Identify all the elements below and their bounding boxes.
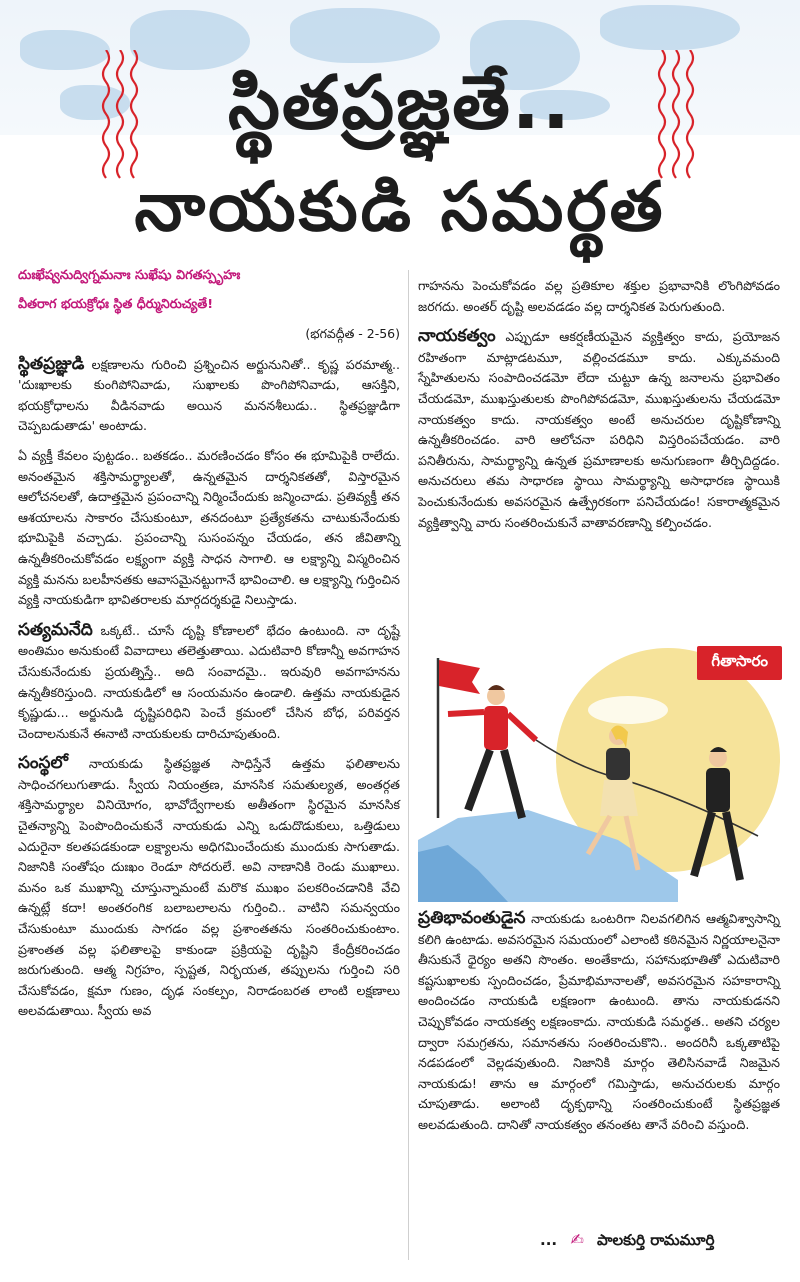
leader-body [484, 706, 508, 750]
article-header [0, 0, 800, 260]
gitasaram-badge: గీతాసారం [697, 646, 782, 680]
lead-word: స్థితప్రజ్ఞుడి [18, 353, 85, 374]
shloka-reference: (భగవద్గీత - 2-56) [305, 326, 400, 341]
flag-icon [439, 660, 480, 694]
headline-line-1: స్థితప్రజ్ఞతే.. [227, 60, 573, 146]
paragraph-text: నాయకుడు ఒంటరిగా నిలవగలిగిన ఆత్మవిశ్వాసాన్ని కలిగి ఉంటాడు. అవసరమైన సమయంలో ఎలాంటి కఠినమైన నిర్ణయాలనైనా తీసుకునే ధైర్యం అతని సొంతం. అంతేకాదు, సహానుభూతితో ఎదుటివారి కష్టసుఖాలకు స్పందించడం, ప్రేమాభిమానాలతో, అవసరమైన సహకారాన్ని అందించడం నాయకుడి లక్షణంగా ఉంటుంది. తాను నాయకుడనని చెప్పుకోవడం నాయకత్వ లక్షణంకాదు. నాయకుడి సమర్థత.. అతని చర్యల ద్వారా సమగ్రతను, సమానతను సంతరించుకొని.. అందరినీ ఒక్కతాటిపై నడపడంలో వెల్లడవుతుంది. నిజానికి మార్గం తెలిసినవాడే నిజమైన నాయకుడు! తాను ఆ మార్గంలో గమిస్తాడు, అనుచరులకు మార్గం చూపుతాడు. అలాంటి దృక్పథాన్ని సంతరించుకుంటే స్థితప్రజ్ఞత అలవడుతుంది. దానితో నాయకత్వం తనంతట తానే వరించి వస్తుంది. [418, 911, 780, 1132]
right-column-bottom [418, 908, 780, 1145]
left-paragraph-1 [18, 354, 400, 437]
pen-icon: ✍ [570, 1230, 584, 1249]
author-signature [540, 1230, 714, 1253]
lead-word: సత్యమనేది [18, 619, 93, 640]
left-column [18, 266, 400, 1031]
right-paragraph-2 [418, 326, 780, 533]
lead-word: ప్రతిభావంతుడైన [418, 908, 526, 928]
shloka-line-2: వీతరాగ భయక్రోధః స్థిత ధీర్మునిరుచ్యతే! [18, 297, 214, 312]
paragraph-text: నాయకుడు స్థితప్రజ్ఞత సాధిస్తేనే ఉత్తమ ఫలితాలను సాధించగలుగుతాడు. స్వీయ నియంత్రణ, మానసిక సమతుల్యత, అంతర్గత శక్తిసామర్థ్యాల వినియోగం, భావోద్వేగాలకు అతీతంగా స్థిరమైన మానసిక చైతన్యాన్ని పెంపొందించుకునే నాయకుడు ఎన్ని ఒడుదొడుకులు, ఒత్తిడులు ఎదురైనా కలతపడకుండా లక్ష్యాలను అధిగమించేందుకు ముందుకు సాగుతాడు. నిజానికి సంతోషం దుఃఖం రెండూ సోదరులే. అవి నాణానికి రెండు ముఖాలు. మనం ఒక ముఖాన్ని చూస్తున్నామంటే మరొక ముఖం పలకరించడానికి వేచి ఉన్నట్లే కదా! అంతరంగిక బలాబలాలను గుర్తించి.. వాటిని సమన్వయం చేసుకుంటూ ముందుకు సాగడం వల్ల ప్రశాంతతను సంతరించుకుంటాం. ప్రశాంతత వల్ల ఫలితాలపై కాకుండా ప్రక్రియపై దృష్టిని కేంద్రీకరించడం జరుగుతుంది. ఆత్మ నిగ్రహం, స్పష్టత, నిర్భయత, తప్పులను గుర్తించి సరి చేసుకోవడం, క్షమా గుణం, దృఢ సంకల్పం, నిరాడంబరత లాంటి లక్షణాలు అలవడుతాయి. స్వీయ అవ [18, 756, 400, 1019]
paragraph-text: ఒక్కటే.. చూసే దృష్టి కోణాలలో భేదం ఉంటుంది. నా దృష్టే అంతిమం అనుకుంటే వివాదాలు తలెత్తుతాయి. ఎదుటివారి కోణాన్నీ అవగాహన చేసుకునేందుకు ప్రయత్నిస్తే.. అది సంవాదమై.. ఇరువురి అవగాహనను ఉన్నతీకరిస్తుంది. నాయకుడిలో ఆ సంయమనం ఉండాలి. ఉత్తమ నాయకుడైన కృష్ణుడు... అర్జునుడి దృష్టిపరిధిని పెంచే క్రమంలో చేసిన బోధ, పరివర్తన చెందాలనుకునే ఈనాటి నాయకులకు దారిచూపుతుంది. [18, 622, 400, 741]
cloud-shape [588, 696, 668, 724]
headline-line-2: నాయకుడి సమర్థత [134, 168, 666, 247]
leadership-illustration [418, 640, 782, 902]
left-paragraph-4 [18, 753, 400, 1022]
left-paragraph-3 [18, 620, 400, 745]
right-paragraph-3 [418, 908, 780, 1136]
lead-word: నాయకత్వం [418, 326, 496, 347]
paragraph-text: ఎప్పుడూ ఆకర్షణీయమైన వ్యక్తిత్వం కాదు, ప్రయోజన రహితంగా మాట్లాడటమూ, వల్లించడమూ కాదు. ఎక్కువమంది స్నేహితులను సంపాదించడమో లేదా చుట్టూ ఉన్న జనాలను ప్రభావితం చేయడమో, ముఖస్తుతులకు పొంగిపోవడమో, ముఖస్తుతులను చేయడమో నాయకత్వం కాదు. నాయకత్వం అంటే అనుచరుల దృష్టికోణాన్ని ఉన్నతీకరించడం. వారి ఆలోచనా పరిధిని విస్తరింపచేయడం. వారి పనితీరును, సామర్థ్యాన్ని ఉన్నత ప్రమాణాలకు అనుగుణంగా తీర్చిదిద్దడం. అనుచరులు తమ సాధారణ స్థాయి సామర్థ్యాన్ని అసాధారణ స్థాయికి పెంచుకునేందుకు అవసరమైన ఉత్ప్రేరకంగా పనిచేయడం! సకారాత్మకమైన వ్యక్తిత్వాన్ని వారు సంతరించుకునే వాతావరణాన్ని కల్పించడం. [418, 329, 780, 530]
left-paragraph-2: ఏ వ్యక్తీ కేవలం పుట్టడం.. బతకడం.. మరణించడం కోసం ఈ భూమిపైకి రాలేదు. అనంతమైన శక్తిసామర్థ్యాలతో, ఉన్నతమైన దార్శనికతతో, విస్తారమైన ఆలోచనలతో, ఉదాత్తమైన ప్రపంచాన్ని నిర్మించేందుకు జన్మించాడు. ప్రతివ్యక్తీ తన ఆశయాలను సాకారం చేసుకుంటూ, తనదంటూ ప్రత్యేకతను చాటుకునేందుకు భూమిపైకి వచ్చాడు. ప్రపంచాన్ని సుసంపన్నం చేయడం, తన జీవితాన్ని ఉన్నతీకరించుకోవడం లక్ష్యంగా వ్యక్తి సాధన సాగాలి. ఆ లక్ష్యాన్ని విస్మరించిన వ్యక్తి మనను బలహీనతకు ఆవాసమైనట్టుగానే భావించాలి. ఆ లక్ష్యాన్ని గుర్తించిన వ్యక్తి నాయకుడిగా భావితరాలకు మార్గదర్శకుడై నిలుస్తాడు. [18, 447, 400, 608]
author-name: పాలకుర్తి రామమూర్తి [596, 1231, 715, 1249]
column-divider [408, 270, 409, 1260]
lead-word: సంస్థలో [18, 753, 68, 774]
right-column-top [418, 276, 780, 542]
signature-dots: ... [540, 1231, 558, 1249]
right-paragraph-1: గాహనను పెంచుకోవడం వల్ల ప్రతికూల శక్తుల ప్రభావానికి లొంగిపోవడం జరగదు. అంతర్ దృష్టి అలవడడం వల్ల దార్శనికత పెరుగుతుంది. [418, 278, 780, 314]
paragraph-text: లక్షణాలను గురించి ప్రశ్నించిన అర్జునునితో.. కృష్ణ పరమాత్మ.. 'దుఃఖాలకు కుంగిపోనివాడు, సుఖాలకు పొంగిపోనివాడు, ఆసక్తిని, భయక్రోధాలను వీడినవాడు అయిన మననశీలుడు.. స్థితప్రజ్ఞుడిగా చెప్పబడుతాడు' అంటాడు. [18, 356, 400, 434]
shloka-line-1: దుఃఖేష్వనుద్విగ్నమనాః సుఖేషు విగతస్పృహః [18, 268, 241, 283]
